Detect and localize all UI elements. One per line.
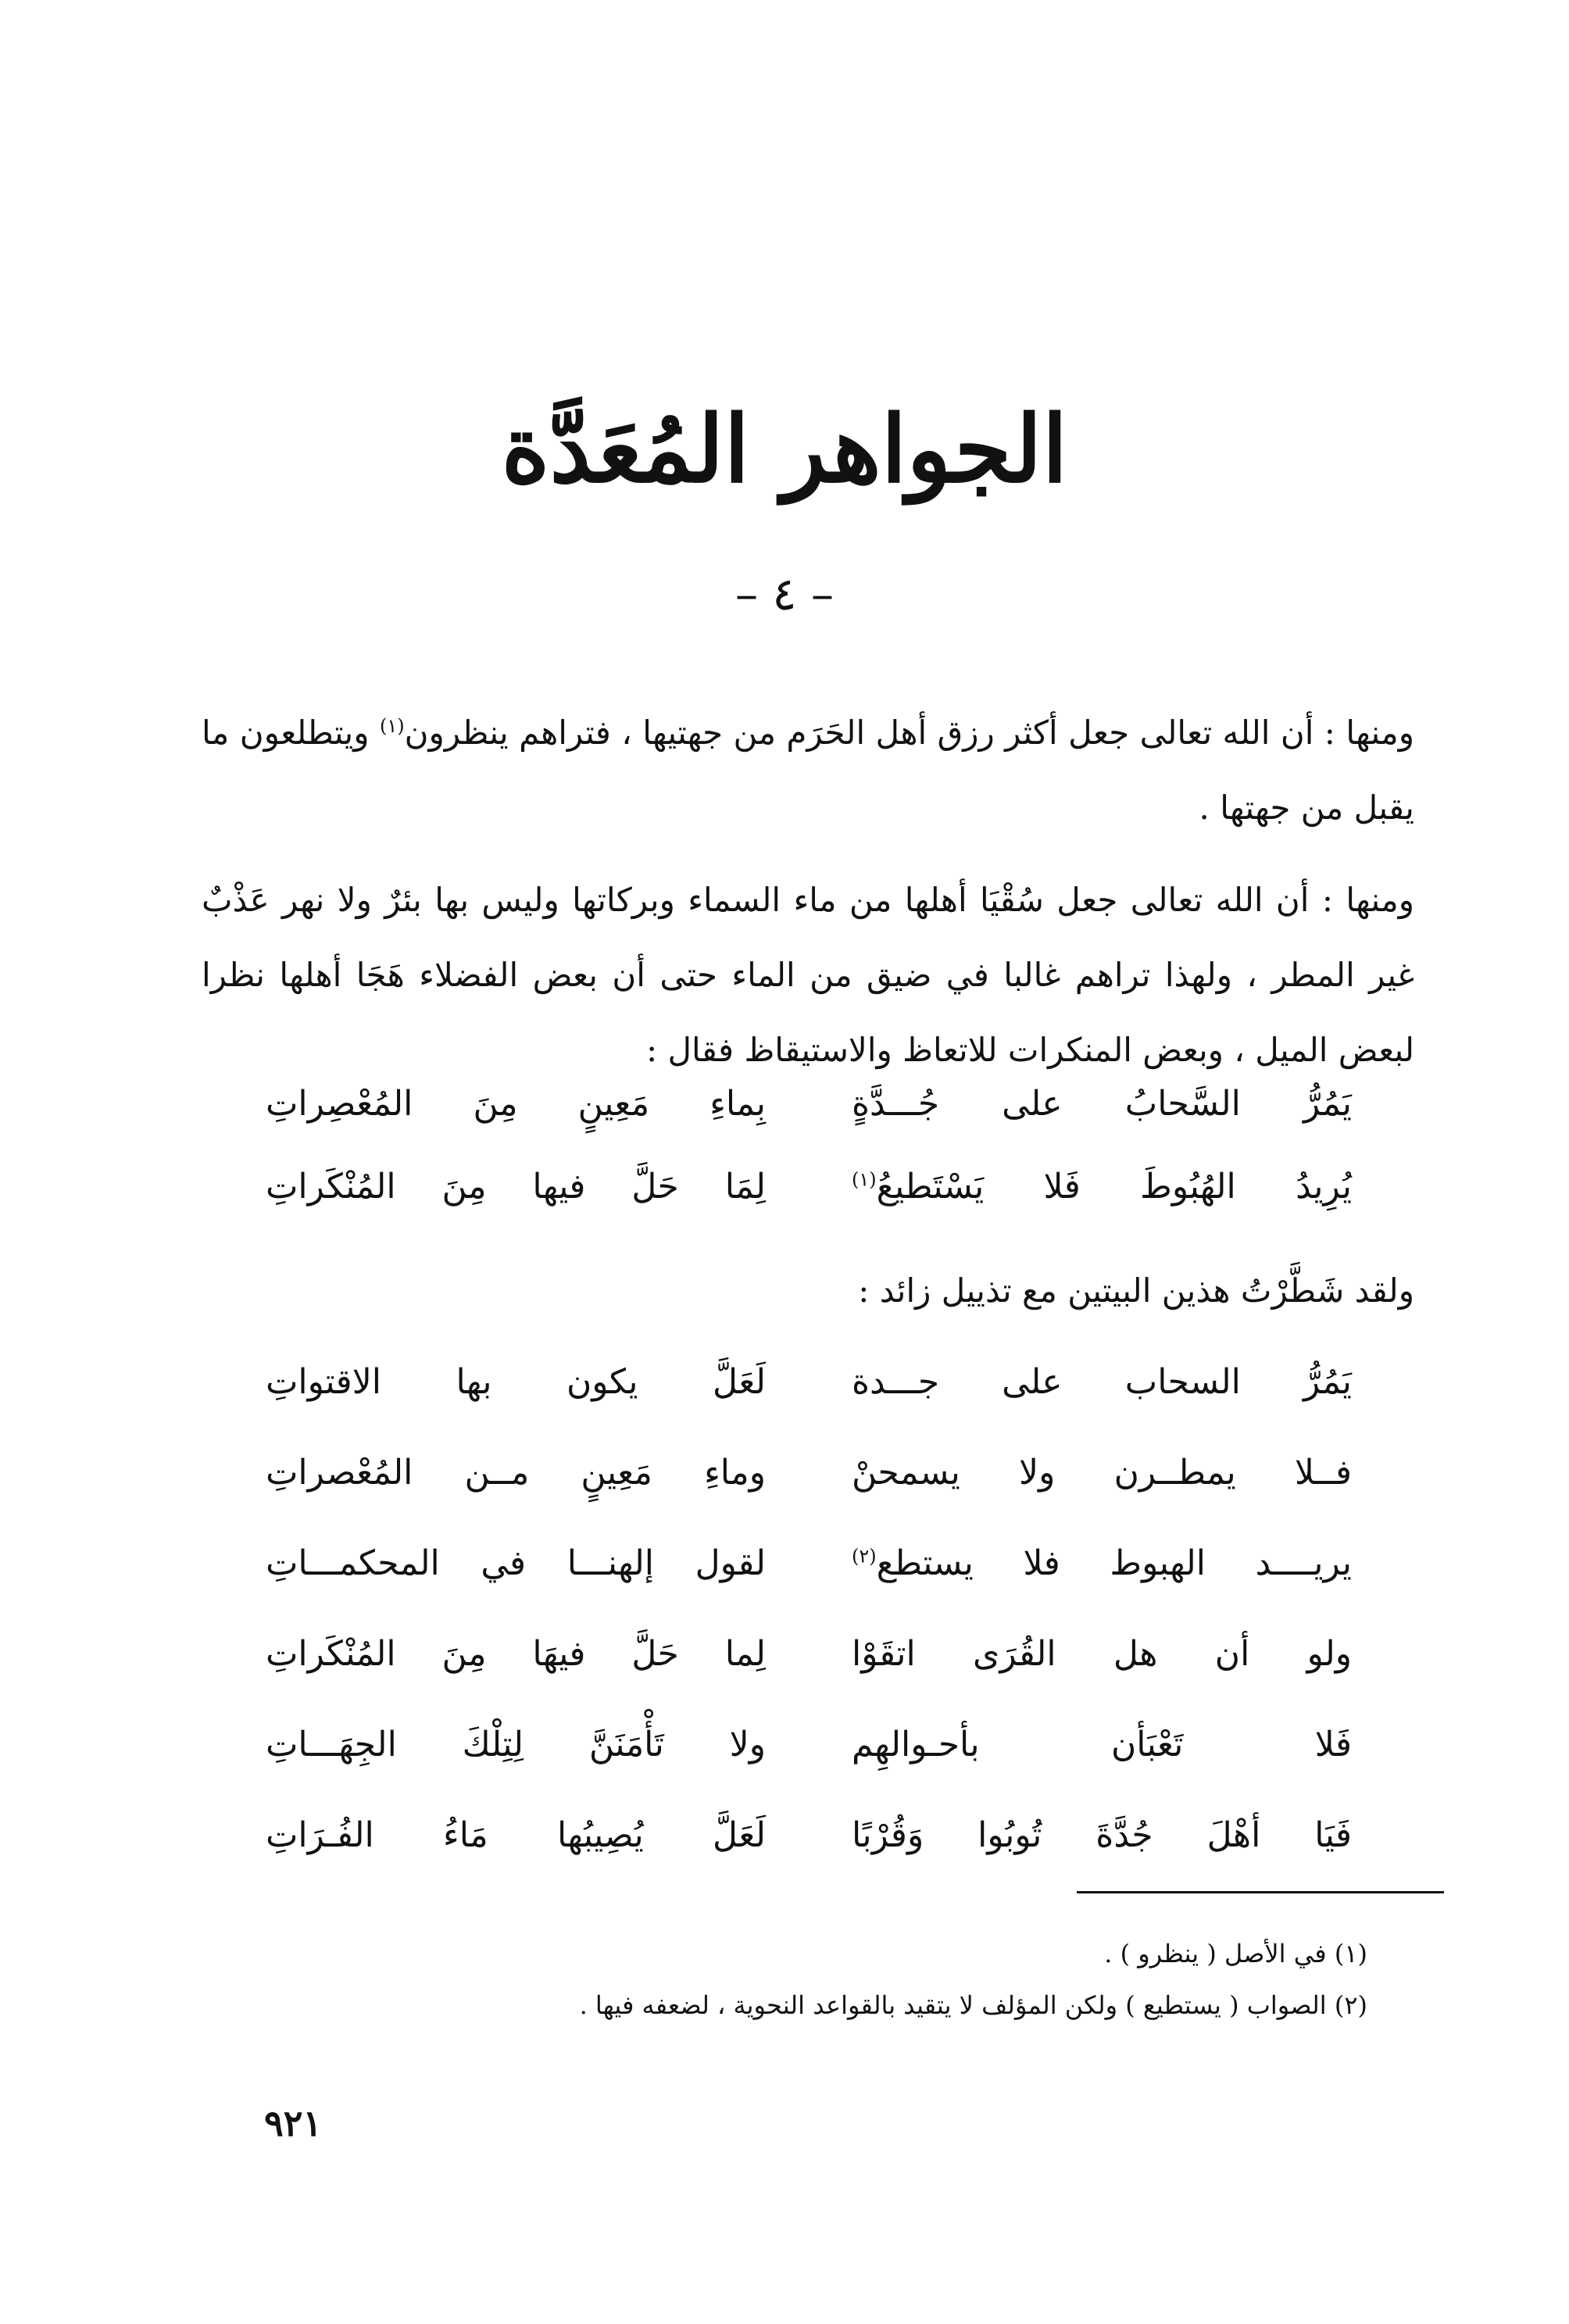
verse-first-half-text: يُرِيدُ الهُبُوطَ فَلا يَسْتَطيعُ [876, 1166, 1352, 1207]
verse-line [266, 1796, 1352, 1874]
verse-line [266, 1147, 1352, 1225]
paragraph-2: ومنها : أن الله تعالى جعل سُقْيَا أهلها من ماء السماء وبركاتها وليس بها بئرٌ ولا نهر عَذْبٌ غير المطر ، ولهذا تراهم غالبا في ضيق من الماء حتى أن بعض الفضلاء هَجَا أهلها نظرا لبعض الميل ، وبعض المنكرات للاتعاظ والاستيقاظ فقال : [202, 881, 1414, 1069]
verse-first-half: فَيَا أهْلَ جُدَّةَ تُوبُوا وَقُرْبًا [852, 1815, 1352, 1855]
verse-second-half: لَعَلَّ يكون بها الاقتواتِ [266, 1361, 766, 1402]
verse-second-half: لِما حَلَّ فيهَا مِنَ المُنْكَراتِ [266, 1633, 766, 1674]
footnote-1: (١) في الأصل ( ينظرو ) . [1104, 1939, 1367, 1968]
verse-first-half: يَمُرُّ السَّحابُ على جُـــدَّةٍ [852, 1083, 1352, 1124]
verse-first-half-text: يريــــد الهبوط فلا يستطع [876, 1543, 1352, 1583]
verse-second-half: لِمَا حَلَّ فيها مِنَ المُنْكَراتِ [266, 1166, 766, 1207]
footnote-marker: (١) [852, 1167, 877, 1190]
page-number: ٩٢١ [264, 2102, 323, 2144]
footnote-2: (٢) الصواب ( يستطيع ) ولكن المؤلف لا يتقيد بالقواعد النحوية ، لضعفه فيها . [579, 1990, 1367, 2020]
footnote-marker: (١) [379, 715, 405, 737]
verse-second-half: وماءِ مَعِينٍ مــن المُعْصراتِ [266, 1452, 766, 1493]
section-number: – ٤ – [734, 567, 835, 620]
verse-first-half: ولو أن هل القُرَى اتقَوْا [852, 1633, 1352, 1674]
verse-line [266, 1064, 1352, 1142]
verse-line [266, 1433, 1352, 1511]
paragraph-1-text-cont: ويتطلعون ما يقبل من جهتها . [202, 713, 1414, 827]
footnote-marker: (٢) [852, 1544, 877, 1567]
verse-second-half: بِماءِ مَعِينٍ مِنَ المُعْصِراتِ [266, 1083, 766, 1124]
verse-first-half [852, 1167, 1352, 1207]
verse-second-half: ولا تَأْمَنَنَّ لِتِلْكَ الجِهَـــاتِ [266, 1724, 766, 1764]
paragraph-1 [202, 695, 1414, 846]
paragraph-3: ولقد شَطَّرْتُ هذين البيتين مع تذييل زائد : [858, 1271, 1414, 1310]
verse-line [266, 1343, 1352, 1421]
verse-line [266, 1614, 1352, 1693]
verse-line [266, 1705, 1352, 1783]
paragraph-1-text: ومنها : أن الله تعالى جعل أكثر رزق أهل الحَرَم من جهتيها ، فتراهم ينظرون [404, 713, 1414, 752]
verse-second-half: لقول إلهنـــا في المحكمـــاتِ [266, 1543, 766, 1583]
footnote-divider [1077, 1891, 1444, 1893]
chapter-title: الجواهر المُعَدَّة [501, 395, 1068, 503]
verse-first-half [852, 1543, 1352, 1583]
verse-first-half: فــلا يمطــرن ولا يسمحنْ [852, 1452, 1352, 1493]
verse-first-half: فَلا تَعْبَأن بأحـوالهِم [852, 1724, 1352, 1764]
verse-line [266, 1524, 1352, 1602]
verse-first-half: يَمُرُّ السحاب على جـــدة [852, 1361, 1352, 1402]
verse-second-half: لَعَلَّ يُصِيبُها مَاءُ الفُـرَاتِ [266, 1815, 766, 1855]
